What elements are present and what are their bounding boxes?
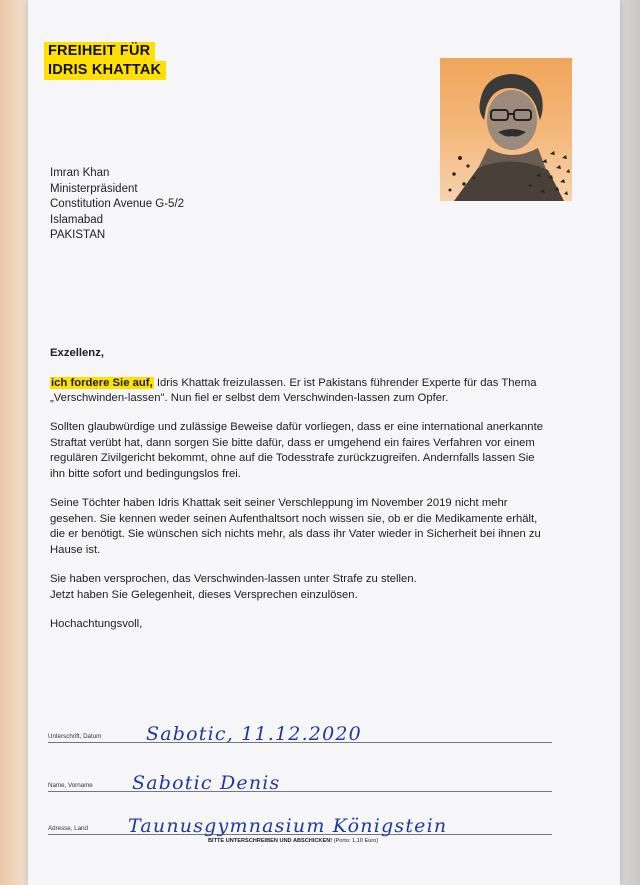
paragraph-3: Seine Töchter haben Idris Khattak seit seiner Verschleppung im November 2019 nicht mehr gesehen. Sie kennen weder seinen Aufenthaltsort noch wissen sie, ob er die Medikamente erhält, die er benötigt. Sie wünschen sich nichts mehr, als dass ihr Vater wieder in Sicherheit bei ihnen zu Hause ist. (50, 497, 541, 556)
paragraph-4 (50, 572, 550, 603)
background-right-edge (618, 0, 640, 885)
campaign-logo (44, 42, 166, 80)
portrait-illustration (440, 58, 572, 201)
address-field[interactable] (48, 814, 552, 835)
paragraph-4-line-1: Sie haben versprochen, das Verschwinden-lassen unter Strafe zu stellen. (50, 573, 417, 586)
recipient-name: Imran Khan (50, 167, 110, 179)
recipient-country: PAKISTAN (50, 229, 106, 241)
paragraph-4-line-2: Jetzt haben Sie Gelegenheit, dieses Versprechen einzulösen. (50, 588, 358, 601)
highlighted-demand: ich fordere Sie auf, (51, 376, 153, 389)
address-label: Adresse, Land (48, 825, 88, 832)
paragraph-1-text: Idris Khattak freizulassen. Er ist Pakistans führender Experte für das Thema „Verschwinden-lassen". Nun fiel er selbst dem Verschwinden-lassen zum Opfer. (50, 376, 537, 405)
closing: Hochachtungsvoll, (50, 617, 143, 630)
address-value[interactable]: Taunusgymnasium Königstein (128, 815, 448, 837)
instruction-text: BITTE UNTERSCHREIBEN UND ABSCHICKEN! (208, 838, 333, 844)
letter-body (50, 346, 550, 646)
portrait-image (440, 58, 572, 201)
name-label: Name, Vorname (48, 782, 93, 789)
recipient-title: Ministerpräsident (50, 182, 138, 195)
signature-value[interactable]: Sabotic, 11.12.2020 (146, 723, 362, 745)
campaign-line-1: FREIHEIT FÜR (44, 42, 155, 61)
paragraph-2: Sollten glaubwürdige und zulässige Beweise dafür vorliegen, dass er eine international anerkannte Straftat verübt hat, dann sorgen Sie bitte dafür, dass er umgehend ein faires Verfahren vor einem regulären Zivilgericht bekommt, ohne auf die Todesstrafe zurückzugreifen. Andernfalls lassen Sie ihn bitte sofort und bedingungslos frei. (50, 421, 543, 481)
paragraph-1 (50, 376, 550, 407)
campaign-line-2: IDRIS KHATTAK (44, 61, 166, 80)
recipient-city: Islamabad (50, 213, 104, 226)
postage-text: (Porto: 1,10 Euro) (333, 838, 379, 844)
recipient-address (50, 166, 184, 244)
signature-field[interactable] (48, 722, 552, 743)
signature-label: Unterschrift, Datum (48, 733, 102, 740)
name-value[interactable]: Sabotic Denis (132, 772, 281, 794)
recipient-street: Constitution Avenue G-5/2 (50, 198, 185, 210)
name-field[interactable] (48, 771, 552, 792)
footer-instruction (208, 838, 378, 844)
salutation: Exzellenz, (50, 347, 104, 359)
